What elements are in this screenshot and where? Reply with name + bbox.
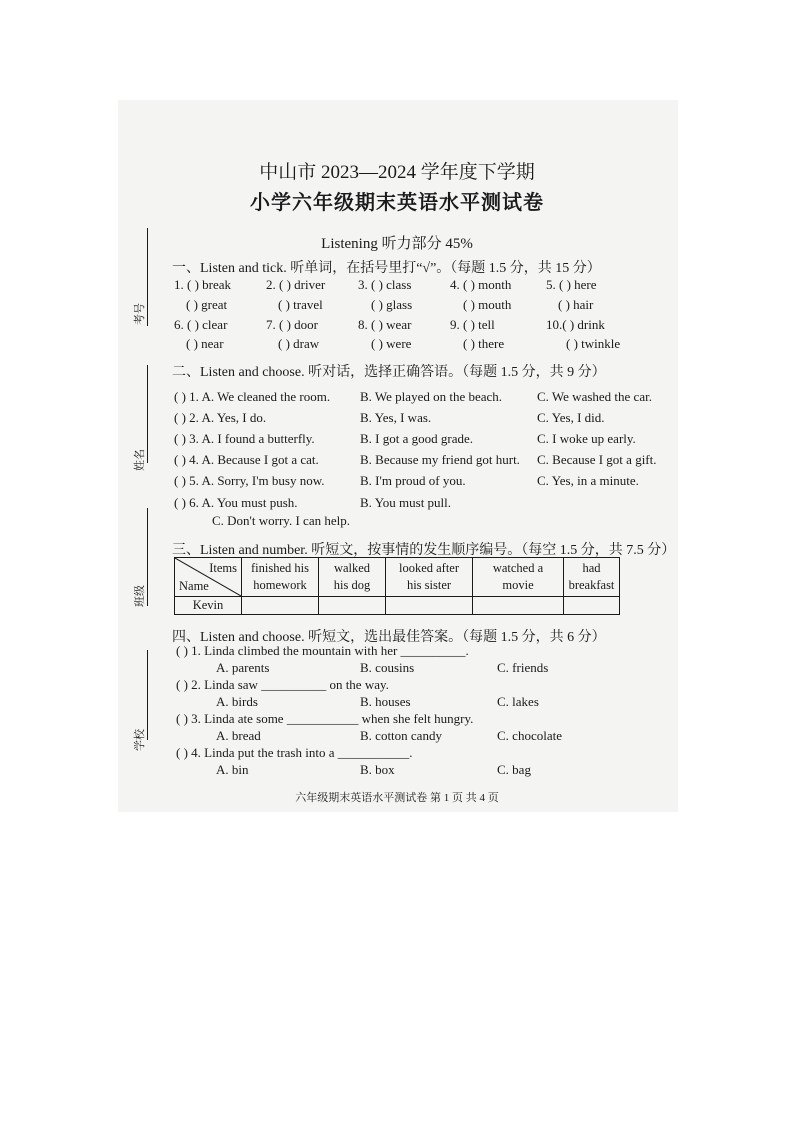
part2-option-c: C. Because I got a gift.: [537, 452, 657, 467]
part4-question: ( ) 4. Linda put the trash into a ___________.: [176, 745, 413, 760]
part1-heading: 一、Listen and tick. 听单词，在括号里打“√”。（每题 1.5 分，共 15 分）: [172, 261, 601, 276]
part1-item: 10.( ) drink: [546, 317, 605, 332]
part2-option-a: ( ) 2. A. Yes, I do.: [174, 410, 267, 425]
part4-question: ( ) 2. Linda saw __________ on the way.: [176, 677, 389, 692]
part4-option-c: C. bag: [497, 762, 531, 777]
part1-item: ( ) hair: [558, 297, 594, 312]
part1-item: 1. ( ) break: [174, 277, 232, 292]
part2-option-c: C. I woke up early.: [537, 431, 636, 446]
exam-title-line1: 中山市 2023—2024 学年度下学期: [259, 162, 535, 183]
part1-item: 5. ( ) here: [546, 277, 597, 292]
header-line-2: movie: [502, 578, 534, 592]
part4-option-c: C. lakes: [497, 694, 539, 709]
sequence-table: [174, 557, 620, 615]
part2-option-b: B. I got a good grade.: [360, 431, 474, 446]
side-label-class: 班级: [134, 585, 146, 607]
part4-option-b: B. cousins: [360, 660, 415, 675]
part4-option-b: B. box: [360, 762, 395, 777]
header-line-2: homework: [253, 578, 307, 592]
part1-item: ( ) draw: [278, 336, 320, 351]
part2-option-c: C. We washed the car.: [537, 389, 652, 404]
part2-option-b: B. We played on the beach.: [360, 389, 503, 404]
header-line-1: had: [582, 561, 601, 575]
header-line-1: watched a: [492, 561, 544, 575]
part4-option-a: A. parents: [216, 660, 270, 675]
part4-option-c: C. friends: [497, 660, 549, 675]
part2-option-a: ( ) 4. A. Because I got a cat.: [174, 452, 319, 467]
part4-option-c: C. chocolate: [497, 728, 562, 743]
table-header-cell: [242, 558, 319, 597]
answer-cell[interactable]: [319, 597, 386, 615]
side-line-3: [147, 508, 148, 606]
table-header-cell: [319, 558, 386, 597]
part1-item: ( ) great: [186, 297, 228, 312]
part3-heading: 三、Listen and number. 听短文，按事情的发生顺序编号。（每空 1.5 分，共 7.5 分）: [172, 543, 676, 558]
part2-option-b: B. I'm proud of you.: [360, 473, 466, 488]
header-line-2: his sister: [406, 578, 452, 592]
corner-items-label: Items: [209, 561, 237, 575]
part4-heading: 四、Listen and choose. 听短文，选出最佳答案。（每题 1.5 分，共 6 分）: [172, 630, 606, 645]
part2-option-a: ( ) 1. A. We cleaned the room.: [174, 389, 331, 404]
table-header-cell: [386, 558, 473, 597]
part1-item: ( ) glass: [371, 297, 413, 312]
header-line-2: breakfast: [568, 578, 615, 592]
part1-item: ( ) were: [371, 336, 412, 351]
part2-option-b: B. You must pull.: [360, 495, 452, 510]
part1-item: 6. ( ) clear: [174, 317, 228, 332]
part4-question: ( ) 1. Linda climbed the mountain with her __________.: [176, 643, 469, 658]
part4-option-b: B. houses: [360, 694, 411, 709]
table-row-name: Kevin: [175, 597, 242, 615]
side-label-name: 姓名: [134, 449, 146, 471]
part2-option-a: ( ) 3. A. I found a butterfly.: [174, 431, 315, 446]
part4-option-a: A. bread: [216, 728, 261, 743]
corner-name-label: Name: [179, 579, 209, 593]
part2-option-b: B. Because my friend got hurt.: [360, 452, 520, 467]
part2-heading: 二、Listen and choose. 听对话，选择正确答语。（每题 1.5 分，共 9 分）: [172, 365, 606, 380]
page-footer: 六年级期末英语水平测试卷 第 1 页 共 4 页: [295, 792, 499, 804]
answer-cell[interactable]: [564, 597, 620, 615]
part1-item: 7. ( ) door: [266, 317, 318, 332]
part1-item: 3. ( ) class: [358, 277, 412, 292]
part1-item: 9. ( ) tell: [450, 317, 495, 332]
part2-option-c: C. Don't worry. I can help.: [212, 513, 350, 528]
header-line-1: finished his: [251, 561, 309, 575]
part4-option-b: B. cotton candy: [360, 728, 442, 743]
header-line-1: walked: [333, 561, 371, 575]
part1-item: ( ) twinkle: [566, 336, 621, 351]
part2-option-b: B. Yes, I was.: [360, 410, 432, 425]
part1-item: ( ) travel: [278, 297, 323, 312]
part2-option-c: C. Yes, in a minute.: [537, 473, 639, 488]
header-line-2: his dog: [333, 578, 371, 592]
part2-option-a: ( ) 5. A. Sorry, I'm busy now.: [174, 473, 325, 488]
table-header-cell: [564, 558, 620, 597]
side-line-2: [147, 365, 148, 463]
side-label-exam-number: 考号: [134, 303, 146, 325]
side-line-4: [147, 650, 148, 740]
answer-cell[interactable]: [473, 597, 564, 615]
listening-subtitle: Listening 听力部分 45%: [321, 236, 473, 252]
part1-item: ( ) near: [186, 336, 224, 351]
part1-item: ( ) mouth: [463, 297, 512, 312]
part2-option-a: ( ) 6. A. You must push.: [174, 495, 298, 510]
answer-cell[interactable]: [242, 597, 319, 615]
part4-option-a: A. bin: [216, 762, 249, 777]
part2-option-c: C. Yes, I did.: [537, 410, 605, 425]
header-line-1: looked after: [398, 561, 460, 575]
answer-cell[interactable]: [386, 597, 473, 615]
side-label-school: 学校: [134, 729, 146, 751]
part4-question: ( ) 3. Linda ate some ___________ when she felt hungry.: [176, 711, 474, 726]
part1-item: 8. ( ) wear: [358, 317, 412, 332]
part1-item: 2. ( ) driver: [266, 277, 326, 292]
part1-item: ( ) there: [463, 336, 505, 351]
part4-option-a: A. birds: [216, 694, 258, 709]
table-corner-cell: [175, 558, 242, 597]
part1-item: 4. ( ) month: [450, 277, 512, 292]
table-header-cell: [473, 558, 564, 597]
exam-title-line2: 小学六年级期末英语水平测试卷: [250, 192, 544, 214]
